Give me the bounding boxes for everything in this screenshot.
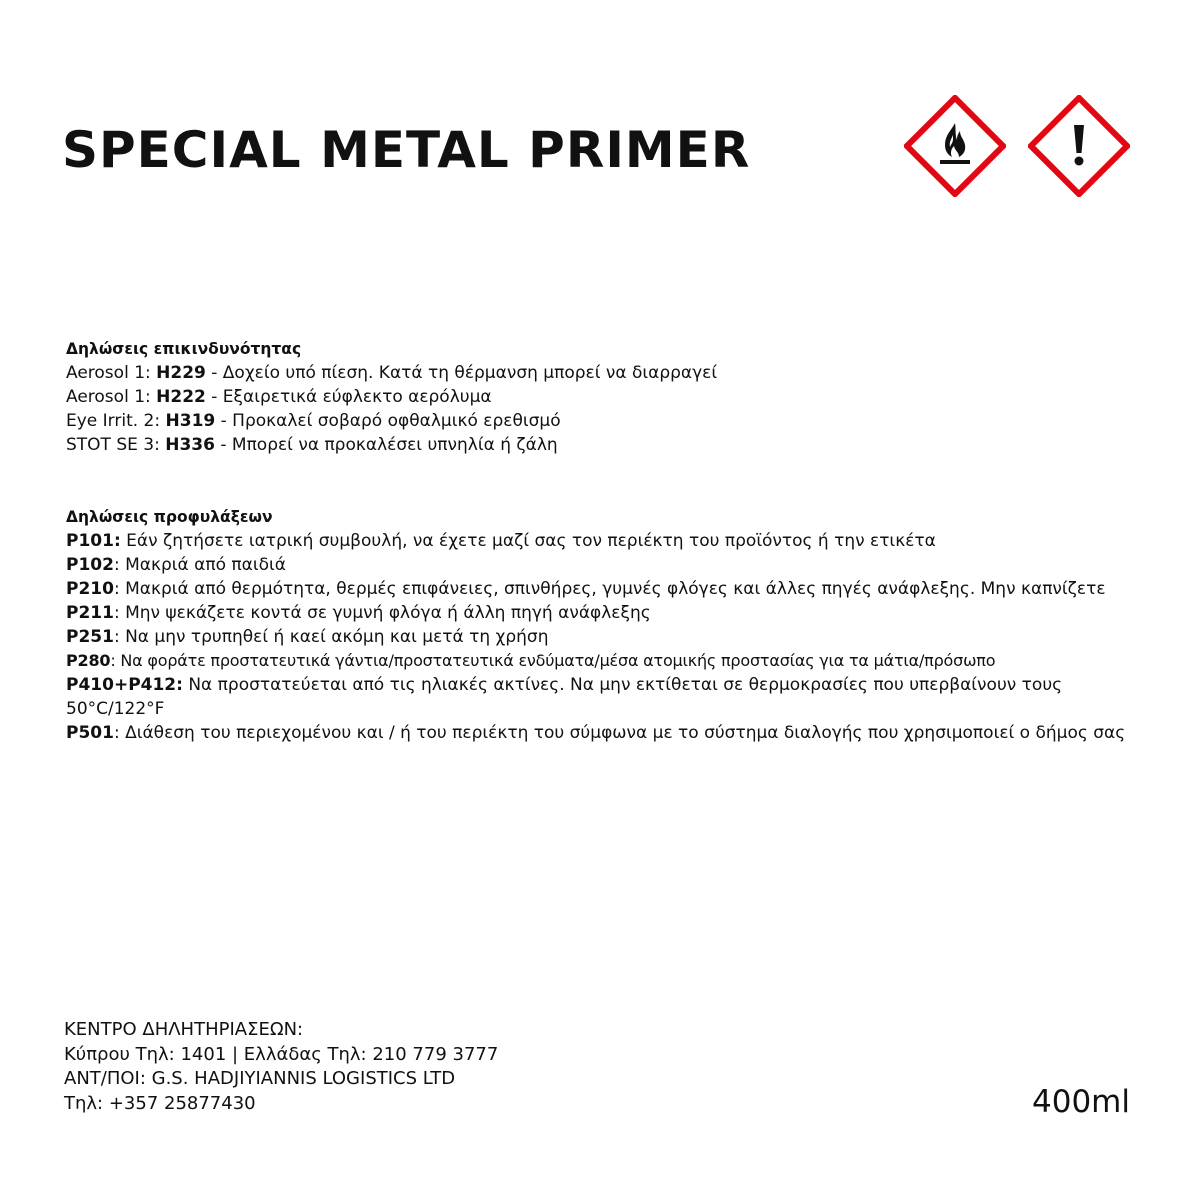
poison-center-info (64, 1018, 498, 1116)
poison-center-phones: Κύπρου Τηλ: 1401 | Ελλάδας Τηλ: 210 779 3777 (64, 1043, 499, 1065)
precautionary-statements-title: Δηλώσεις προφυλάξεων (66, 508, 273, 526)
hazard-class: Aerosol 1: (66, 363, 157, 383)
precaution-statement (66, 649, 1146, 673)
poison-center-heading: ΚΕΝΤΡΟ ΔΗΛΗΤΗΡΙΑΣΕΩΝ: (64, 1019, 304, 1040)
hazard-text: - Δοχείο υπό πίεση. Κατά τη θέρμανση μπορεί να διαρραγεί (205, 363, 718, 383)
precaution-statement (66, 529, 1146, 553)
precaution-code: P211 (66, 603, 114, 623)
hazard-class: Aerosol 1: (66, 387, 157, 407)
precaution-statement (66, 673, 1146, 721)
hazard-statement (66, 385, 1146, 409)
precaution-code: P410+P412: (66, 675, 183, 695)
precaution-text: : Διάθεση του περιεχομένου και / ή του περιέκτη του σύμφωνα με το σύστημα διαλογής που χρησιμοποιεί ο δήμος σας (113, 723, 1126, 743)
hazard-code: H229 (156, 363, 206, 383)
precaution-code: P251 (66, 627, 114, 647)
distributor-phone: Τηλ: +357 25877430 (64, 1092, 256, 1114)
hazard-code: H319 (165, 411, 216, 431)
hazard-text: - Μπορεί να προκαλέσει υπνηλία ή ζάλη (214, 435, 558, 455)
hazard-statements (66, 337, 1146, 457)
hazard-statement (66, 361, 1146, 385)
precaution-code: P280 (66, 651, 111, 670)
hazard-statement (66, 433, 1146, 457)
precaution-code: P102 (66, 555, 114, 575)
distributor-name: ΑΝΤ/ΠΟΙ: G.S. HADJIYIANNIS LOGISTICS LTD (64, 1068, 456, 1089)
precaution-text: : Μην ψεκάζετε κοντά σε γυμνή φλόγα ή άλλη πηγή ανάφλεξης (113, 603, 651, 623)
precaution-text: : Να φοράτε προστατευτικά γάντια/προστατευτικά ενδύματα/μέσα ατομικής προστασίας για τα μάτια/πρόσωπο (110, 651, 996, 670)
hazard-text: - Προκαλεί σοβαρό οφθαλμικό ερεθισμό (215, 411, 561, 431)
hazard-class: STOT SE 3: (66, 435, 166, 455)
exclamation-pictogram-icon (1028, 95, 1130, 197)
hazard-statement (66, 409, 1146, 433)
product-title: SPECIAL METAL PRIMER (62, 121, 751, 179)
hazard-code: H336 (165, 435, 215, 455)
hazard-code: H222 (156, 387, 206, 407)
precaution-statement (66, 625, 1146, 649)
precaution-code: P210 (66, 579, 114, 599)
precaution-text: Να προστατεύεται από τις ηλιακές ακτίνες. Να μην εκτίθεται σε θερμοκρασίες που υπερβαίνουν τους 50°C/122°F (66, 675, 1063, 719)
product-volume: 400ml (1032, 1084, 1130, 1120)
precaution-code: P501 (66, 723, 114, 743)
precaution-statement (66, 721, 1146, 745)
precaution-code: P101: (66, 531, 121, 551)
precaution-statement (66, 577, 1146, 601)
precaution-text: : Μακριά από παιδιά (113, 555, 286, 575)
precaution-statement (66, 601, 1146, 625)
hazard-text: - Εξαιρετικά εύφλεκτο αερόλυμα (205, 387, 492, 407)
precautionary-statements (66, 505, 1146, 745)
precaution-statement (66, 553, 1146, 577)
precaution-text: : Μακριά από θερμότητα, θερμές επιφάνειες, σπινθήρες, γυμνές φλόγες και άλλες πηγές ανάφλεξης. Μην καπνίζετε (113, 579, 1106, 599)
hazard-statements-title: Δηλώσεις επικινδυνότητας (66, 340, 302, 358)
precaution-text: Εάν ζητήσετε ιατρική συμβουλή, να έχετε μαζί σας τον περιέκτη του προϊόντος ή την ετικέτα (120, 531, 936, 551)
precaution-text: : Να μην τρυπηθεί ή καεί ακόμη και μετά τη χρήση (113, 627, 549, 647)
hazard-pictograms (904, 95, 1130, 197)
hazard-class: Eye Irrit. 2: (66, 411, 166, 431)
flame-pictogram-icon (904, 95, 1006, 197)
